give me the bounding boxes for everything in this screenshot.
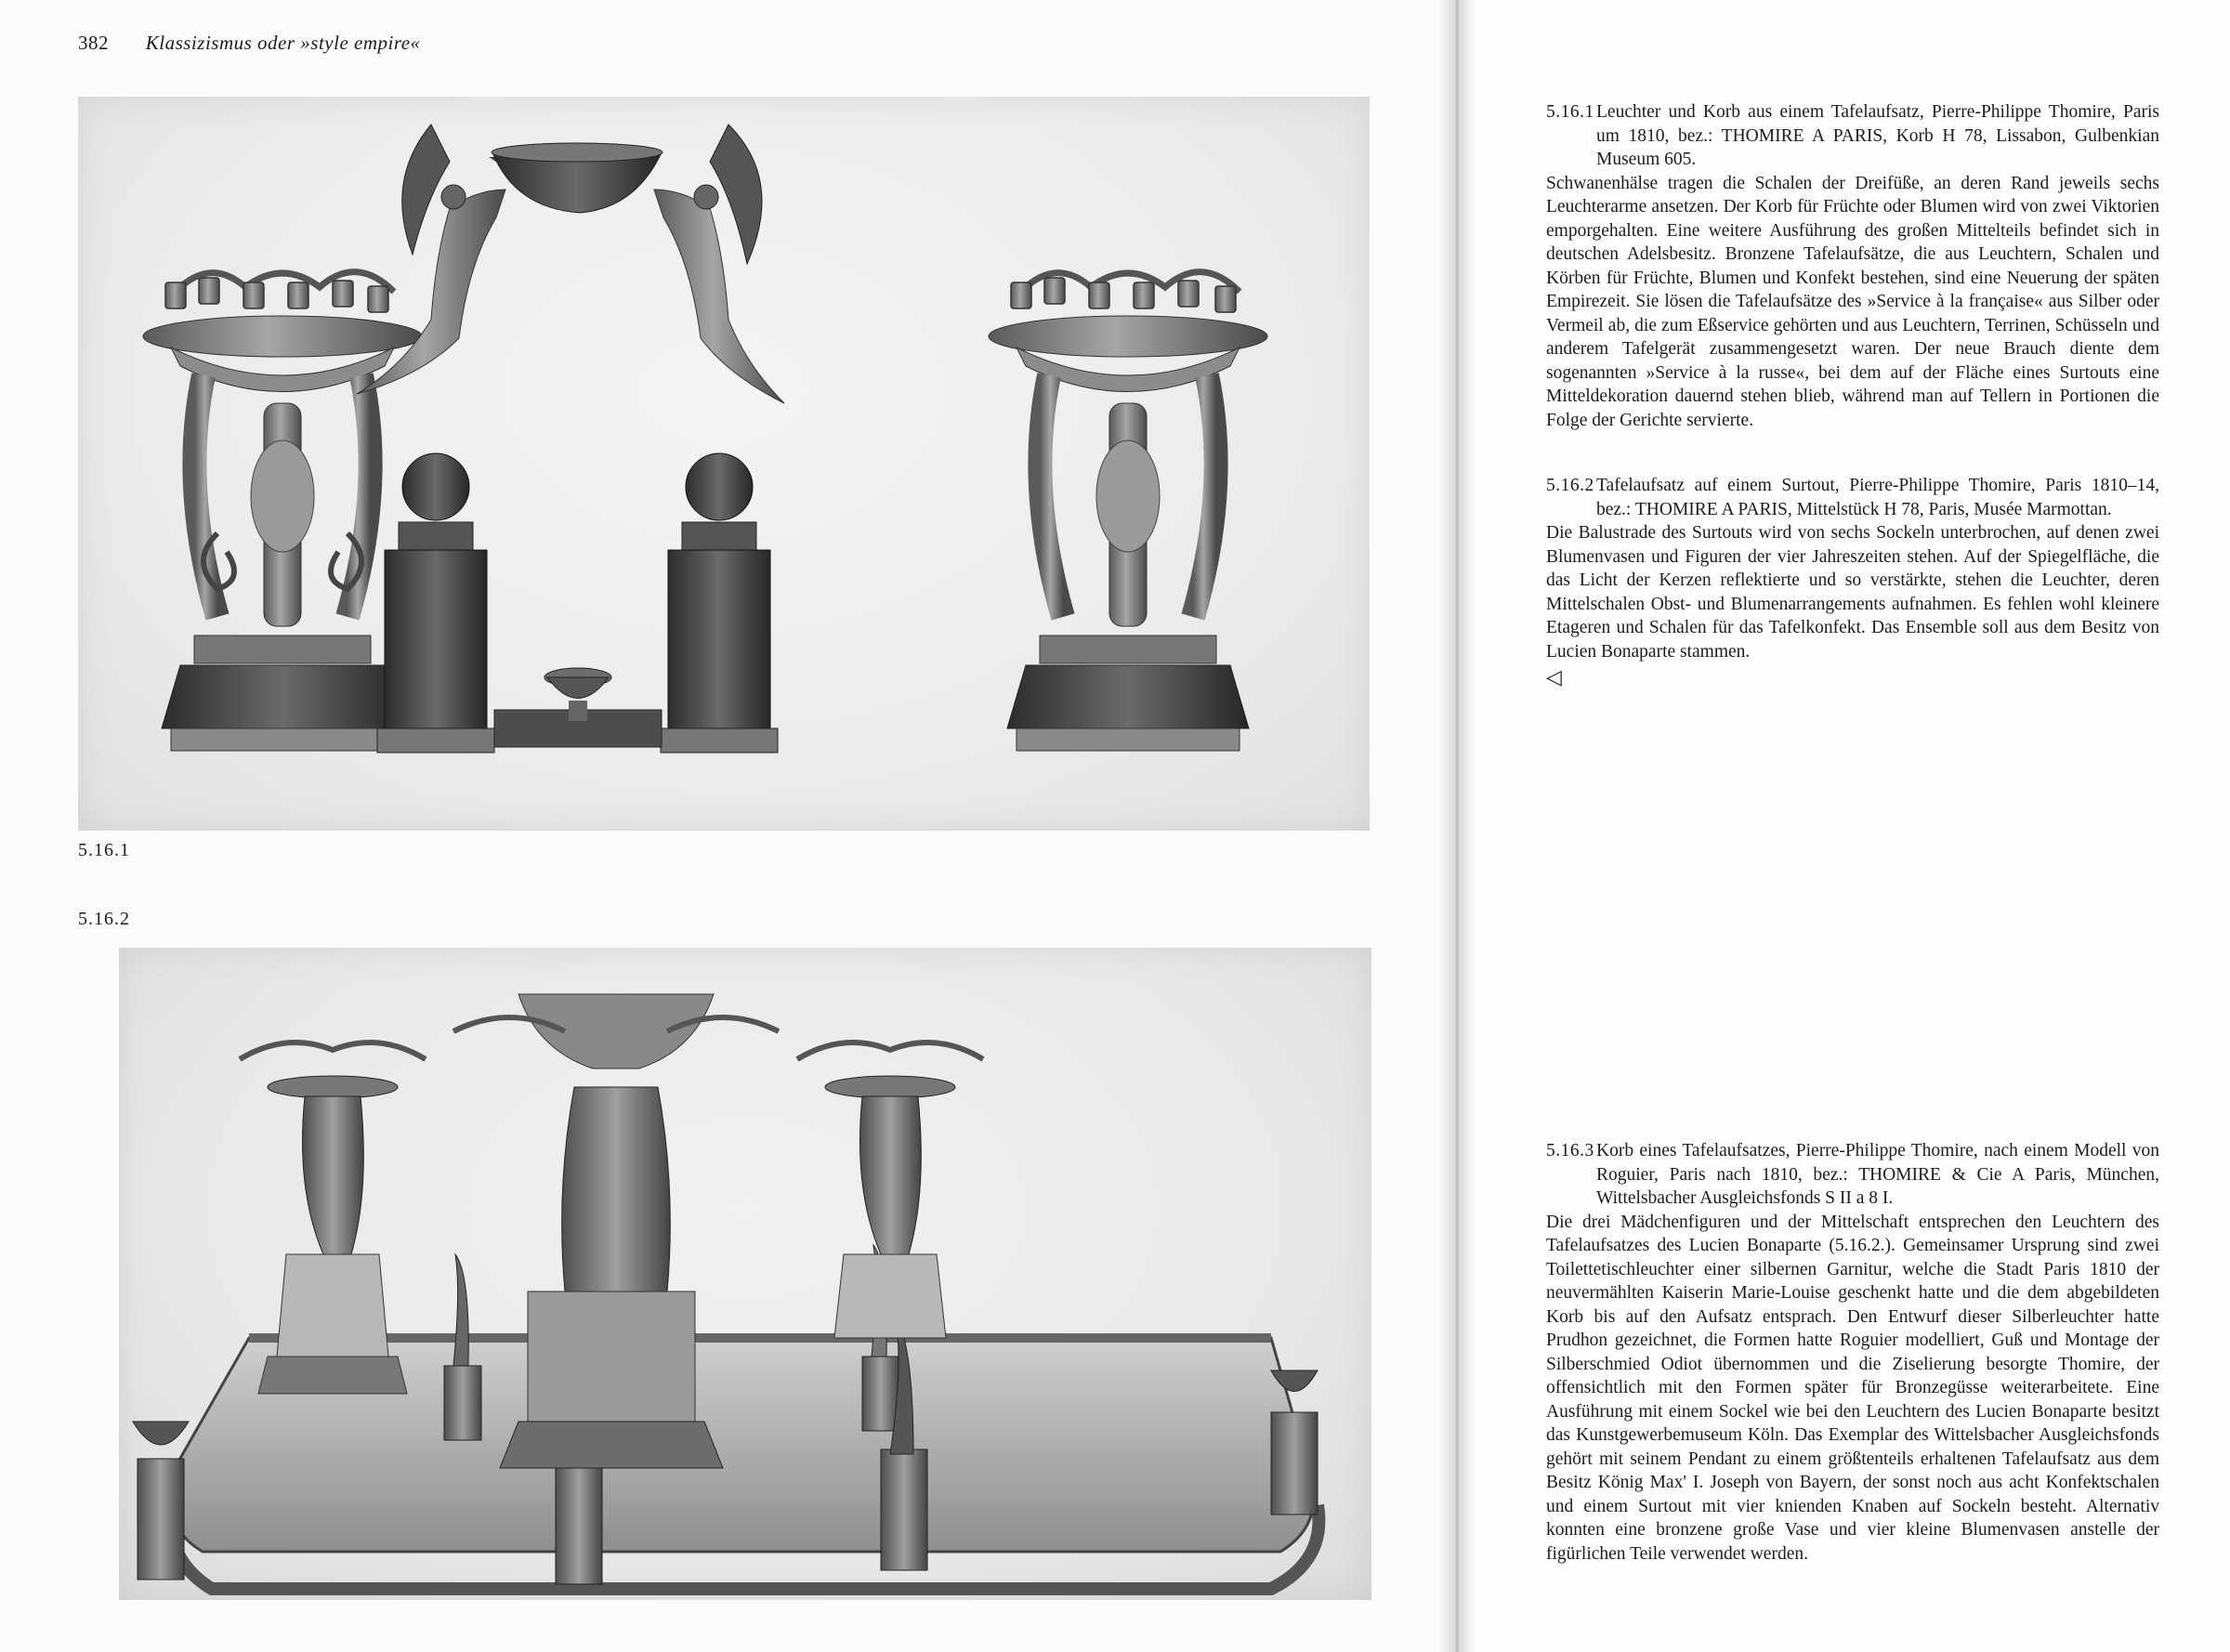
caption-heading: Korb eines Tafelaufsatzes, Pierre-Philippe Thomire, nach einem Modell von Roguier, Paris nach 1810, bez.: THOMIRE & Cie A Paris, München, Wittelsbacher Ausgleichsfonds S II a 8 I. [1596, 1141, 2159, 1208]
caption-heading: Leuchter und Korb aus einem Tafelaufsatz, Pierre-Philippe Thomire, Paris um 1810, bez.: THOMIRE A PARIS, Korb H 78, Lissabon, Gulbenkian Museum 605. [1596, 102, 2159, 169]
left-candelabrum [143, 272, 422, 751]
caption-number: 5.16.3 [1546, 1141, 1594, 1160]
running-head-title: Klassizismus oder »style empire« [145, 32, 421, 54]
photo-plate-surtout [119, 948, 1371, 1600]
book-gutter [1438, 0, 1476, 1652]
caption-5-16-2 [1546, 474, 2159, 689]
central-victory-basket [357, 125, 784, 753]
caption-body: Die Balustrade des Surtouts wird von sechs Sockeln unterbrochen, auf denen zwei Blumenvasen und Figuren der vier Jahreszeiten stehen. Auf der Spiegelfläche, die das Licht der Kerzen reflektierte und so verstärkte, stehen die Leuchter, deren Mittelschalen Obst- und Blumenarrangements aufnahmen. Es fehlen wohl kleinere Etageren und Schalen für das Tafelkonfekt. Das Ensemble soll aus dem Besitz von Lucien Bonaparte stammen. [1546, 523, 2159, 662]
right-candelabrum [989, 272, 1267, 751]
caption-5-16-1 [1546, 100, 2159, 432]
figure-label: 5.16.2 [78, 909, 130, 929]
caption-number: 5.16.1 [1546, 102, 1594, 122]
photo-plate-candelabra-and-basket [78, 97, 1370, 831]
caption-body: Die drei Mädchenfiguren und der Mittelschaft entsprechen den Leuchtern des Tafelaufsatzes des Lucien Bonaparte (5.16.2.). Gemeinsamer Ursprung sind zwei Toilettetischleuchter einer silbernen Garnitur, welche die Stadt Paris 1810 der neuvermählten Kaiserin Marie-Louise geschenkt hatte und die dem abgebildeten Korb bis auf den Aufsatz entsprach. Den Entwurf dieser Silberleuchter hatte Prudhon gezeichnet, die Formen hatte Roguier modelliert, Guß und Montage der Silberschmied Odiot übernommen und die Ziselierung besorgte Thomire, der offensichtlich mit den Formen später für Bronzegüsse weiterarbeitete. Eine Ausführung mit einem Sockel wie bei den Leuchtern des Lucien Bonaparte besitzt das Kunstgewerbemuseum Köln. Das Exemplar des Wittelsbacher Ausgleichsfonds gehört mit seinem Pendant zu einem größtenteils erhaltenen Tafelaufsatz aus dem Besitz König Max' I. Joseph von Bayern, der sonst noch aus acht Konfektschalen und einem Surtout mit vier knienden Knaben auf Sockeln besteht. Alternativ konnten eine bronzene große Vase und vier kleine Blumenvasen anstelle der figürlichen Teile verwendet werden. [1546, 1212, 2159, 1564]
caption-body: Schwanenhälse tragen die Schalen der Dreifüße, an deren Rand jeweils sechs Leuchterarme ansetzen. Der Korb für Früchte oder Blumen wird von zwei Viktorien emporgehalten. Eine weitere Ausführung des großen Mittelteils befindet sich in deutschen Adelsbesitz. Bronzene Tafelaufsätze, die aus Leuchtern, Schalen und Körben für Früchte, Blumen und Konfekt bestehen, sind eine Neuerung der späten Empirezeit. Sie lösen die Tafelaufsätze des »Service à la française« aus Silber oder Vermeil ab, die zum Eßservice gehörten und aus Leuchtern, Terrinen, Schüsseln und anderem Tafelgerät zusammengesetzt waren. Der neue Brauch diente dem sogenannten »Service à la russe«, bei dem auf der Fläche eines Surtouts eine Mitteldekoration dauernd stehen blieb, während man auf Tellern in Portionen die Folge der Gerichte servierte. [1546, 173, 2159, 430]
running-head [78, 32, 421, 55]
back-arrow-icon: ◁ [1546, 665, 1562, 688]
caption-heading: Tafelaufsatz auf einem Surtout, Pierre-Philippe Thomire, Paris 1810–14, bez.: THOMIRE A PARIS, Mittelstück H 78, Paris, Musée Marmottan. [1596, 476, 2159, 519]
figure-label: 5.16.1 [78, 840, 130, 860]
page-number: 382 [78, 32, 109, 54]
caption-5-16-3 [1546, 1139, 2159, 1566]
caption-number: 5.16.2 [1546, 476, 1594, 495]
